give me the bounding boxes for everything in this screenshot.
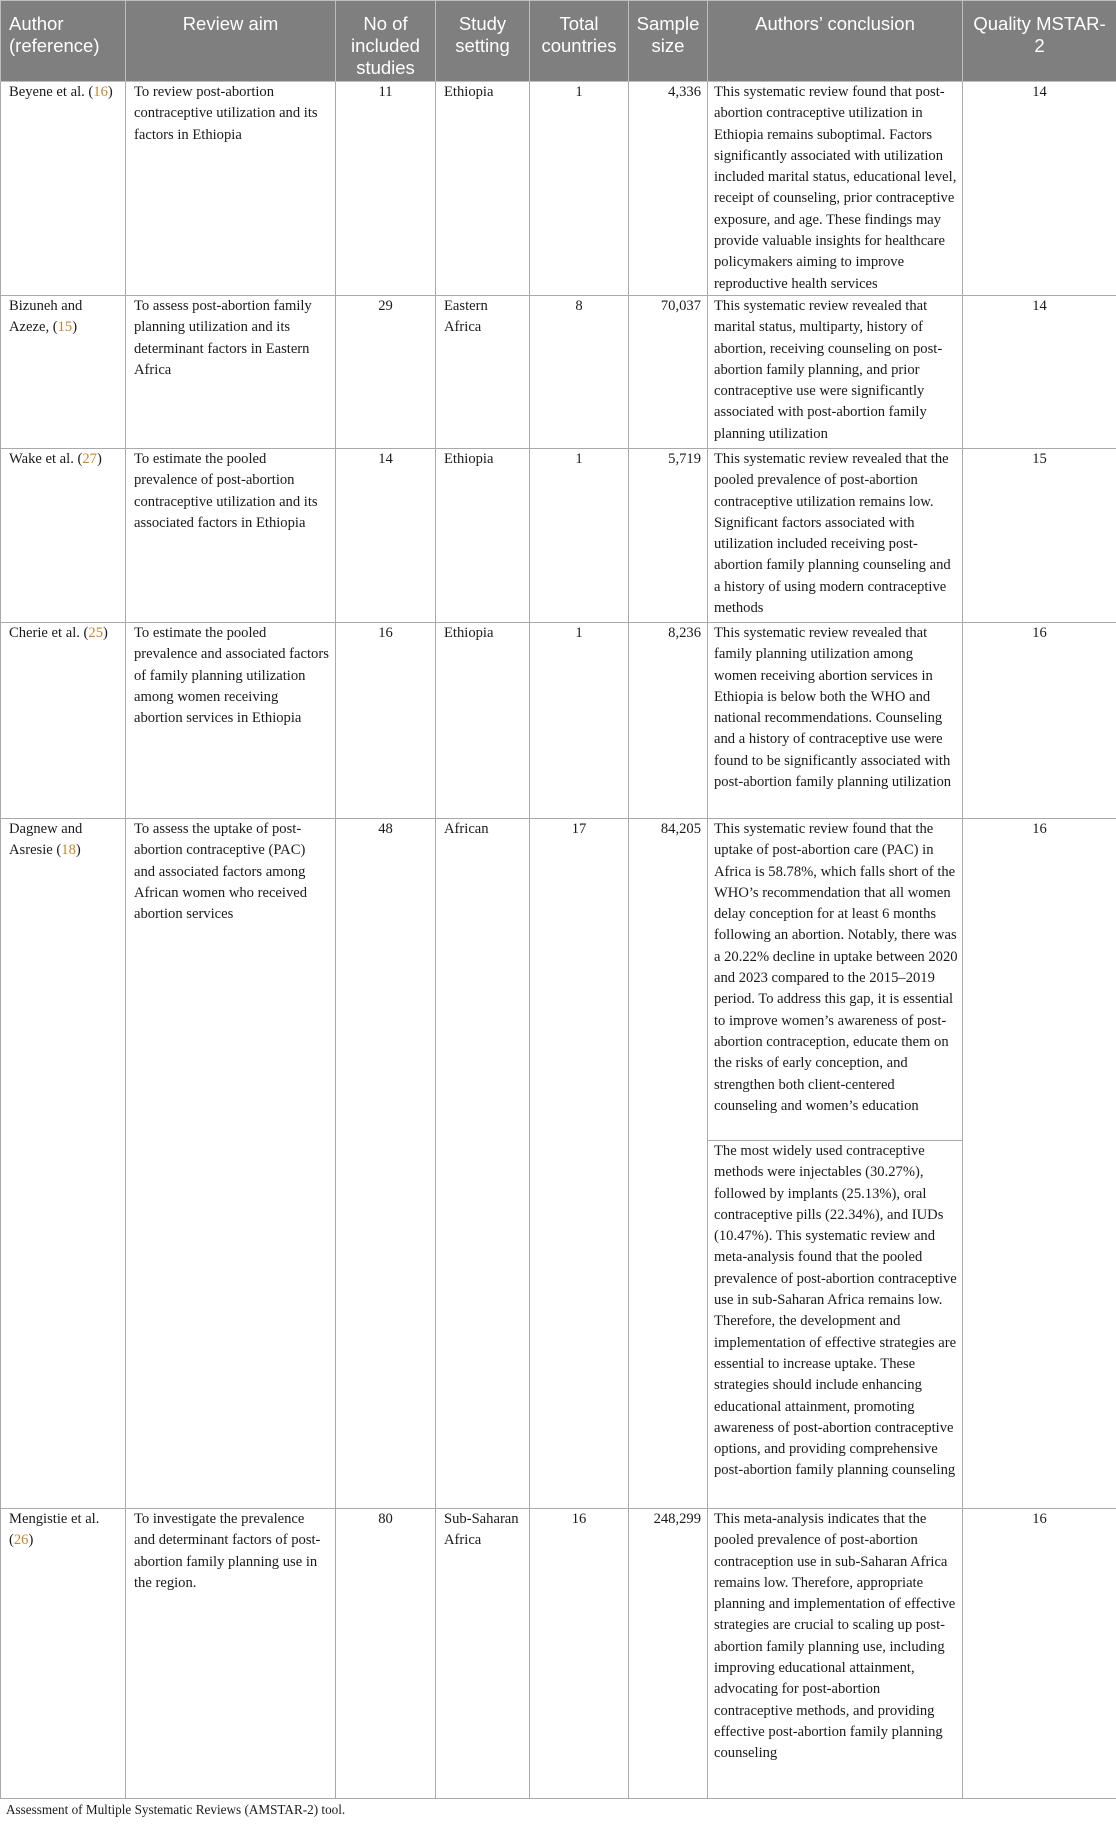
conclusion-cell: This systematic review found that the uptake of post-abortion care (PAC) in Africa is 58.78%, which falls short of the WHO’s recommendation that all women delay conception for at least 6 months following an abortion. Notably, there was a 20.22% decline in uptake between 2020 and 2023 compared to the 2015–2019 period. To address this gap, it is essential to improve women’s awareness of post-abortion contraception, educate them on the risks of early conception, and strengthen both client-centered counseling and women’s education <box>708 818 963 1140</box>
header-authors-conclusion: Authors’ conclusion <box>708 1 963 82</box>
quality-score-cell: 14 <box>963 295 1116 448</box>
header-included-studies: No of included studies <box>336 1 436 82</box>
table-row <box>1 448 1116 622</box>
included-studies-cell: 11 <box>336 82 436 296</box>
reference-link[interactable]: 16 <box>93 84 108 100</box>
author-cell <box>1 448 126 622</box>
study-setting-cell: Ethiopia <box>436 622 530 818</box>
table-footnote: Assessment of Multiple Systematic Reviews (AMSTAR-2) tool. <box>6 1802 346 1817</box>
header-sample-size: Sample size <box>629 1 708 82</box>
author-name: Wake et al. ( <box>9 450 83 467</box>
conclusion-cell: This systematic review revealed that marital status, multiparty, history of abortion, receiving counseling on post-abortion family planning, and prior contraceptive use were significantly associated with post-abortion family planning utilization <box>708 295 963 448</box>
total-countries-cell: 1 <box>530 82 629 296</box>
header-quality: Quality MSTAR-2 <box>963 1 1116 82</box>
sample-size-cell: 84,205 <box>629 818 708 1508</box>
author-cell <box>1 818 126 1508</box>
author-cell <box>1 82 126 296</box>
author-name: Beyene et al. ( <box>9 84 94 100</box>
header-author: Author (reference) <box>1 1 126 82</box>
total-countries-cell: 16 <box>530 1508 629 1798</box>
table-row <box>1 622 1116 818</box>
review-aim-cell: To estimate the pooled prevalence and associated factors of family planning utilization among women receiving abortion services in Ethiopia <box>126 622 336 818</box>
author-paren: ) <box>107 84 113 100</box>
author-paren: ) <box>28 1532 34 1549</box>
included-studies-cell: 16 <box>336 622 436 818</box>
study-setting-cell: Ethiopia <box>436 448 530 622</box>
conclusion-cell: This systematic review found that post-abortion contraceptive utilization in Ethiopia remains suboptimal. Factors significantly associated with utilization included marital status, educational level, receipt of counseling, prior contraceptive exposure, and age. These findings may provide valuable insights for healthcare policymakers aiming to improve reproductive health services <box>708 82 963 296</box>
table-row <box>1 1508 1116 1798</box>
sample-size-cell: 248,299 <box>629 1508 708 1798</box>
reference-link[interactable]: 26 <box>13 1532 29 1549</box>
author-paren: ) <box>75 842 81 859</box>
table-row <box>1 295 1116 448</box>
study-setting-cell: Ethiopia <box>436 82 530 296</box>
header-total-countries: Total countries <box>530 1 629 82</box>
author-cell <box>1 622 126 818</box>
total-countries-cell: 17 <box>530 818 629 1508</box>
quality-score-cell: 16 <box>963 622 1116 818</box>
included-studies-cell: 29 <box>336 295 436 448</box>
quality-score-cell: 16 <box>963 1508 1116 1798</box>
total-countries-cell: 8 <box>530 295 629 448</box>
sample-size-cell: 4,336 <box>629 82 708 296</box>
conclusion-cell: This meta-analysis indicates that the pooled prevalence of post-abortion contraception use in sub-Saharan Africa remains low. Therefore, appropriate planning and implementation of effective strategies are crucial to scaling up post-abortion family planning use, including improving educational attainment, advocating for post-abortion contraceptive methods, and providing effective post-abortion family planning counseling <box>708 1508 963 1798</box>
review-aim-cell: To investigate the prevalence and determinant factors of post-abortion family planning use in the region. <box>126 1508 336 1798</box>
author-name: Cherie et al. ( <box>9 624 89 641</box>
sample-size-cell: 5,719 <box>629 448 708 622</box>
reference-link[interactable]: 25 <box>88 624 104 641</box>
sample-size-cell: 70,037 <box>629 295 708 448</box>
reference-link[interactable]: 15 <box>57 319 73 336</box>
total-countries-cell: 1 <box>530 448 629 622</box>
quality-score-cell: 15 <box>963 448 1116 622</box>
quality-score-cell: 16 <box>963 818 1116 1508</box>
table-row <box>1 82 1116 296</box>
study-setting-cell: Sub-Saharan Africa <box>436 1508 530 1798</box>
author-cell <box>1 295 126 448</box>
conclusion-cell: This systematic review revealed that the pooled prevalence of post-abortion contraceptive utilization remains low. Significant factors associated with utilization included receiving post-abortion family planning counseling and a history of using modern contraceptive methods <box>708 448 963 622</box>
conclusion-cell-continued: The most widely used contraceptive methods were injectables (30.27%), followed by implants (25.13%), oral contraceptive pills (22.34%), and IUDs (10.47%). This systematic review and meta-analysis found that the pooled prevalence of post-abortion contraceptive use in sub-Saharan Africa remains low. Therefore, the development and implementation of effective strategies are essential to increase uptake. These strategies should include enhancing educational attainment, promoting awareness of post-abortion contraceptive options, and providing comprehensive post-abortion family planning counseling <box>708 1140 963 1508</box>
included-studies-cell: 14 <box>336 448 436 622</box>
total-countries-cell: 1 <box>530 622 629 818</box>
study-setting-cell: African <box>436 818 530 1508</box>
reference-link[interactable]: 18 <box>61 842 76 859</box>
table-row <box>1 818 1116 1140</box>
author-name: Bizuneh and Azeze, ( <box>9 297 83 336</box>
header-study-setting: Study setting <box>436 1 530 82</box>
quality-score-cell: 14 <box>963 82 1116 296</box>
author-paren: ) <box>103 624 108 641</box>
table-header-row <box>1 1 1116 82</box>
conclusion-cell: This systematic review revealed that family planning utilization among women receiving abortion services in Ethiopia is below both the WHO and national recommendations. Counseling and a history of contraceptive use were found to be significantly associated with post-abortion family planning utilization <box>708 622 963 818</box>
review-aim-cell: To assess post-abortion family planning utilization and its determinant factors in Eastern Africa <box>126 295 336 448</box>
review-aim-cell: To review post-abortion contraceptive utilization and its factors in Ethiopia <box>126 82 336 296</box>
review-aim-cell: To estimate the pooled prevalence of post-abortion contraceptive utilization and its associated factors in Ethiopia <box>126 448 336 622</box>
sample-size-cell: 8,236 <box>629 622 708 818</box>
header-review-aim: Review aim <box>126 1 336 82</box>
author-paren: ) <box>96 450 102 467</box>
review-aim-cell: To assess the uptake of post-abortion contraceptive (PAC) and associated factors among African women who received abortion services <box>126 818 336 1508</box>
author-paren: ) <box>72 319 78 336</box>
included-studies-cell: 48 <box>336 818 436 1508</box>
author-cell <box>1 1508 126 1798</box>
study-setting-cell: Eastern Africa <box>436 295 530 448</box>
included-studies-cell: 80 <box>336 1508 436 1798</box>
author-name: Dagnew and Asresie ( <box>9 820 83 859</box>
reference-link[interactable]: 27 <box>82 450 97 467</box>
author-name: Mengistie et al. ( <box>9 1510 100 1549</box>
